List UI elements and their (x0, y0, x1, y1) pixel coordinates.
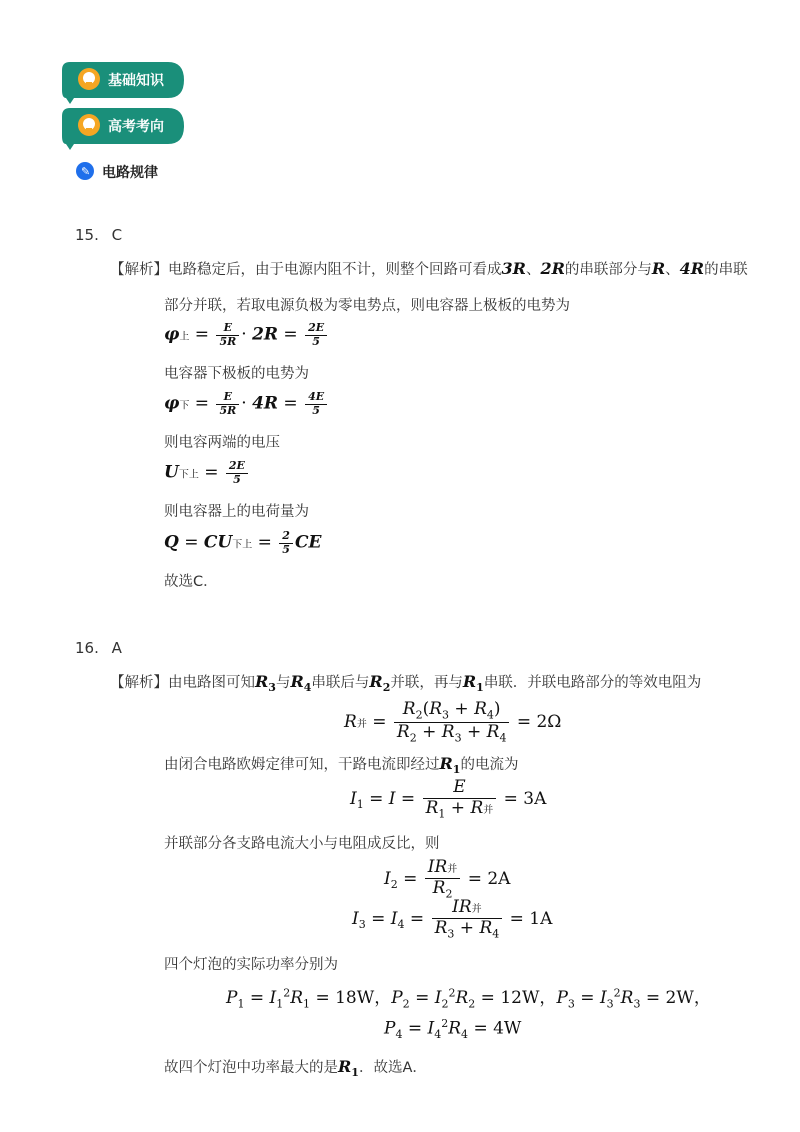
equation-charge: Q = CU下上 = $\frac{2}{5}$ CE (164, 529, 322, 556)
equation-phi-upper: φ上 = $\frac{E}{5R}$ · 2R = $\frac{2E}{5}$ (164, 322, 329, 348)
analysis-label: 【解析】 (110, 262, 168, 278)
equation-i3-i4: $I_3 = I_4$ = $\frac{\text{IR并}}{R_3 + R_4}$ = 1A (352, 897, 553, 940)
equation-i2: $I_2$ = $\frac{\text{IR并}}{R_2}$ = 2A (384, 857, 511, 900)
tag-label: 基础知识 (108, 73, 164, 89)
tag-label: 高考考向 (108, 119, 164, 135)
tag-exam-direction (62, 108, 184, 144)
q15-analysis-line1: 【解析】电路稳定后，由于电源内阻不计，则整个回路可看成3R、2R的串联部分与R、4R的串联 (110, 259, 748, 278)
answer-letter: A (111, 639, 122, 657)
question-number: 15. (75, 226, 99, 244)
q15-text-voltage: 则电容两端的电压 (164, 435, 280, 451)
lightbulb-icon (78, 68, 100, 90)
question-number: 16. (75, 639, 99, 657)
equation-power-p1-p3: $P_1 = I_1^2R_1 = 18W$，$P_2 = I_2^2R_2 = 12W$，$P_3 = I_3^2R_3 = 2W$， (226, 986, 711, 1011)
question-16-header (75, 639, 122, 657)
analysis-label: 【解析】 (110, 675, 168, 691)
q15-text-charge: 则电容器上的电荷量为 (164, 504, 309, 520)
equation-main-current: $I_1 = I$ = $\frac{E}{R_1 + R并}$ = 3A (350, 777, 547, 820)
topic-label: 电路规律 (102, 165, 158, 181)
q15-conclusion: 故选C． (164, 574, 218, 590)
q15-text-lower-plate: 电容器下极板的电势为 (164, 366, 309, 382)
q16-text-current: 由闭合电路欧姆定律可知，干路电流即经过$R_1$的电流为 (164, 754, 519, 777)
equation-phi-lower: φ下 = $\frac{E}{5R}$ · 4R = $\frac{4E}{5}$ (164, 391, 329, 417)
q16-conclusion: 故四个灯泡中功率最大的是$R_1$．故选A． (164, 1057, 427, 1080)
equation-parallel-resistance: R并 = $\frac{R_2(R_3 + R_4)}{R_2 + R_3 + R_4}$ = 2Ω (344, 699, 562, 745)
lightbulb-icon (78, 114, 100, 136)
q15-analysis-line2: 部分并联，若取电源负极为零电势点，则电容器上极板的电势为 (164, 298, 570, 314)
equation-power-p4: $P_4 = I_4^2R_4 = 4W$ (384, 1017, 522, 1042)
q16-analysis-line1: 【解析】由电路图可知$R_3$与$R_4$串联后与$R_2$并联，再与$R_1$串联．并联电路部分的等效电阻为 (110, 672, 702, 695)
answer-letter: C (111, 226, 123, 244)
tag-basic-knowledge (62, 62, 184, 98)
question-15-header (75, 226, 122, 244)
q16-text-power: 四个灯泡的实际功率分别为 (164, 957, 338, 973)
pen-icon: ✎ (76, 162, 94, 180)
equation-voltage: U下上 = $\frac{2E}{5}$ (164, 460, 250, 486)
q16-text-branch: 并联部分各支路电流大小与电阻成反比，则 (164, 836, 440, 852)
